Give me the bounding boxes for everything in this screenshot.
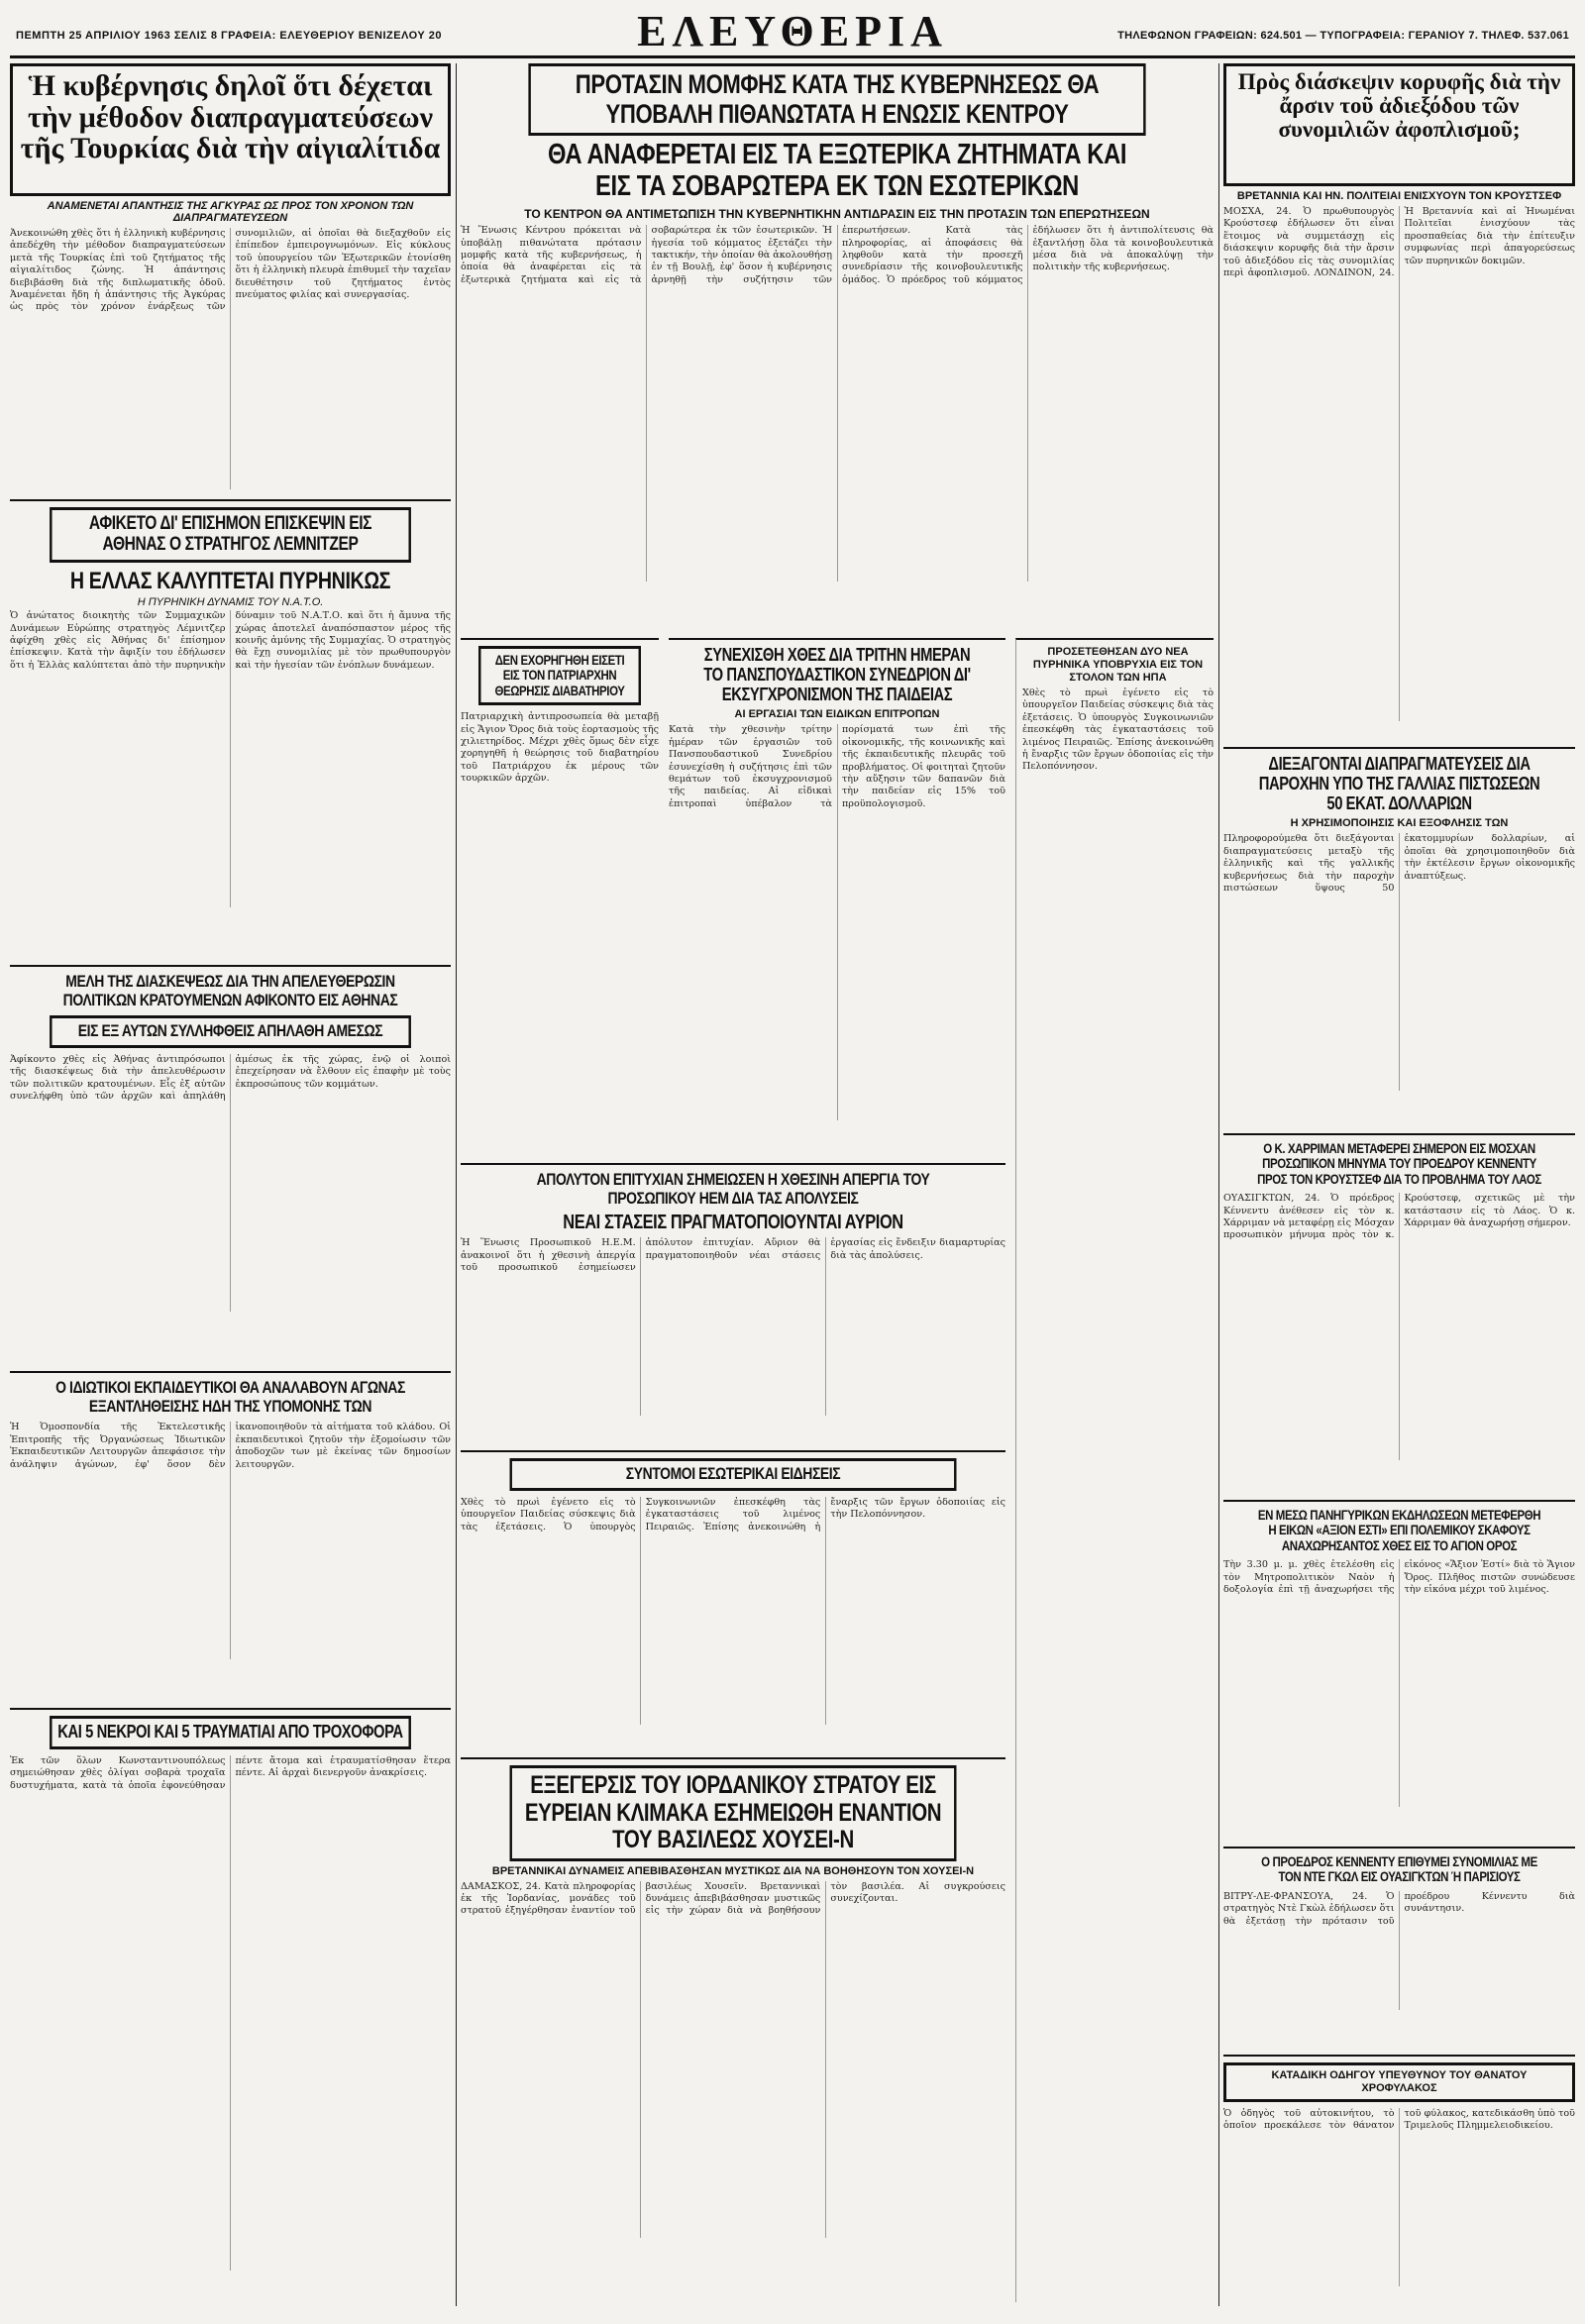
column-rule [456, 63, 457, 2306]
article-top-headline2: ΘΑ ΑΝΑΦΕΡΕΤΑΙ ΕΙΣ ΤΑ ΕΞΩΤΕΡΙΚΑ ΖΗΤΗΜΑΤΑ ΚΑΙ ΕΙΣ ΤΑ ΣΟΒΑΡΩΤΕΡΑ ΕΚ ΤΩΝ ΕΣΩΤΕΡΙΚΩΝ [547, 139, 1127, 203]
article-strike-headline: ΑΠΟΛΥΤΟΝ ΕΠΙΤΥΧΙΑΝ ΣΗΜΕΙΩΣΕΝ Η ΧΘΕΣΙΝΗ ΑΠΕΡΓΙΑ ΤΟΥ ΠΡΟΣΩΠΙΚΟΥ ΗΕΜ ΔΙΑ ΤΑΣ ΑΠΟΛΥΣΕΙΣ [536, 1170, 930, 1208]
article-summit-body: ΜΟΣΧΑ, 24. Ὁ πρωθυπουργὸς Κρούστσεφ ἐδήλωσεν ὅτι εἶναι ἕτοιμος νὰ συμμετάσχῃ εἰς διάσκεψιν κορυφῆς διὰ τὴν ἄρσιν τοῦ ἀδιεξόδου εἰς τὰς συνομιλίας περὶ ἀφοπλισμοῦ. ΛΟΝΔΙΝΟΝ, 24. Ἡ Βρεταννία καὶ αἱ Ἡνωμέναι Πολιτεῖαι ἐνισχύουν τὰς προσπαθείας διὰ τὴν ἐπίτευξιν συμφωνίας περὶ ἀπαγορεύσεως τῶν πυρηνικῶν δοκιμῶν. [1223, 206, 1575, 279]
article-kennedy-headline: Ο ΠΡΟΕΔΡΟΣ ΚΕΝΝΕΝΤΥ ΕΠΙΘΥΜΕΙ ΣΥΝΟΜΙΛΙΑΣ ΜΕ ΤΟΝ ΝΤΕ ΓΚΩΛ ΕΙΣ ΟΥΑΣΙΓΚΤΩΝ Ή ΠΑΡΙΣΙΟΥΣ [1261, 1853, 1537, 1885]
article-icon [1223, 1500, 1575, 1837]
article-jordan-body: ΔΑΜΑΣΚΟΣ, 24. Κατὰ πληροφορίας ἐκ τῆς Ἰορδανίας, μονάδες τοῦ στρατοῦ ἐξηγέρθησαν ἐναντίον τοῦ βασιλέως Χουσεΐν. Βρεταννικαὶ δυνάμεις ἀπεβιβάσθησαν μυστικῶς εἰς τὴν χώραν διὰ νὰ βοηθήσουν τὸν βασιλέα. Αἱ συγκρούσεις συνεχίζονται. [461, 1880, 1005, 1917]
article-strike [461, 1163, 1005, 1440]
article-top [461, 63, 1214, 628]
article-jordan-headline: ΕΞΕΓΕΡΣΙΣ ΤΟΥ ΙΟΡΔΑΝΙΚΟΥ ΣΤΡΑΤΟΥ ΕΙΣ ΕΥΡΕΙΑΝ ΚΛΙΜΑΚΑ ΕΣΗΜΕΙΩΘΗ ΕΝΑΝΤΙΟΝ ΤΟΥ ΒΑΣΙΛΕΩΣ ΧΟΥΣΕΙ-Ν [510, 1765, 957, 1861]
article-education-subheadline: ΑΙ ΕΡΓΑΣΙΑΙ ΤΩΝ ΕΙΔΙΚΩΝ ΕΠΙΤΡΟΠΩΝ [734, 708, 940, 721]
masthead [10, 8, 1575, 58]
article-summit [1223, 63, 1575, 737]
article-politicians-headline: ΜΕΛΗ ΤΗΣ ΔΙΑΣΚΕΨΕΩΣ ΔΙΑ ΤΗΝ ΑΠΕΛΕΥΘΕΡΩΣΙΝ ΠΟΛΙΤΙΚΩΝ ΚΡΑΤΟΥΜΕΝΩΝ ΑΦΙΚΟΝΤΟ ΕΙΣ ΑΘΗΝΑΣ [62, 972, 398, 1009]
article-patriarch-headline: ΔΕΝ ΕΧΟΡΗΓΗΘΗ ΕΙΣΕΤΙ ΕΙΣ ΤΟΝ ΠΑΤΡΙΑΡΧΗΝ ΘΕΩΡΗΣΙΣ ΔΙΑΒΑΤΗΡΙΟΥ [478, 646, 641, 705]
article-dollars-headline: ΔΙΕΞΑΓΟΝΤΑΙ ΔΙΑΠΡΑΓΜΑΤΕΥΣΕΙΣ ΔΙΑ ΠΑΡΟΧΗΝ ΥΠΟ ΤΗΣ ΓΑΛΛΙΑΣ ΠΙΣΤΩΣΕΩΝ 50 ΕΚΑΤ. ΔΟΛΛΑΡΙΩΝ [1258, 754, 1540, 813]
article-lemnitzer [10, 499, 451, 955]
article-education [669, 638, 1005, 1153]
article-strike-headline2: ΝΕΑΙ ΣΤΑΣΕΙΣ ΠΡΑΓΜΑΤΟΠΟΙΟΥΝΤΑΙ ΑΥΡΙΟΝ [563, 1212, 903, 1234]
article-accident-body: Ἐκ τῶν ὅλων Κωνσταντινουπόλεως σημειώθησαν χθὲς ὀλίγαι σοβαρὰ τροχαῖα δυστυχήματα, κατὰ τὰ ὁποῖα ἐφονεύθησαν πέντε ἄτομα καὶ ἐτραυματίσθησαν ἕτερα πέντε. Αἱ ἀρχαὶ διενεργοῦν ἀνακρίσεις. [10, 1754, 451, 1791]
article-summit-subheadline: ΒΡΕΤΑΝΝΙΑ ΚΑΙ ΗΝ. ΠΟΛΙΤΕΙΑΙ ΕΝΙΣΧΥΟΥΝ ΤΟΝ ΚΡΟΥΣΤΣΕΦ [1236, 190, 1562, 202]
column-center [461, 63, 1214, 2306]
article-strike-body: Ἡ Ἕνωσις Προσωπικοῦ Η.Ε.Μ. ἀνακοινοῖ ὅτι ἡ χθεσινὴ ἀπεργία τοῦ προσωπικοῦ ἐσημείωσεν ἀπόλυτον ἐπιτυχίαν. Αὔριον θὰ πραγματοποιηθοῦν νέαι στάσεις ἐργασίας εἰς ἔνδειξιν διαμαρτυρίας διὰ τὰς ἀπολύσεις. [461, 1237, 1005, 1274]
newspaper-page [10, 8, 1575, 2306]
column-rule [1218, 63, 1219, 2306]
article-teachers-body: Ἡ Ὁμοσπονδία τῆς Ἐκτελεστικῆς Ἐπιτροπῆς τῆς Ὀργανώσεως Ἰδιωτικῶν Ἐκπαιδευτικῶν Λειτουργῶν ἀπεφάσισε τὴν ἀνάληψιν ἀγώνων, ἐφ' ὅσον δὲν ἱκανοποιηθοῦν τὰ αἰτήματα τοῦ κλάδου. Οἱ ἐκπαιδευτικοὶ ζητοῦν τὴν ἐξομοίωσιν τῶν ἀποδοχῶν των μὲ ἐκείνας τῶν δημοσίων λειτουργῶν. [10, 1422, 451, 1470]
article-lead-body: Ἀνεκοινώθη χθὲς ὅτι ἡ ἑλληνικὴ κυβέρνησις ἀπεδέχθη τὴν μέθοδον διαπραγματεύσεων μετὰ τῆς Τουρκίας ἐπὶ τοῦ ζητήματος τῆς αἰγιαλίτιδος ζώνης. Ἡ ἀπάντησις διεβιβάσθη διὰ τῆς διπλωματικῆς ὁδοῦ. Ἀναμένεται ἤδη ἡ ἀπάντησις τῆς Ἀγκύρας ὡς πρὸς τὸν χρόνον ἐνάρξεως τῶν συνομιλιῶν, αἱ ὁποῖαι θὰ διεξαχθοῦν εἰς ἐπίπεδον ἐμπειρογνωμόνων. Εἰς κύκλους τοῦ ὑπουργείου τῶν Ἐξωτερικῶν ἐτονίσθη ὅτι ἡ ἑλληνικὴ πλευρὰ ἐπιθυμεῖ τὴν ταχεῖαν διευθέτησιν τοῦ ζητήματος ἐντὸς πνεύματος φιλίας καὶ συνεργασίας. [10, 228, 451, 313]
article-education-body: Κατὰ τὴν χθεσινὴν τρίτην ἡμέραν τῶν ἐργασιῶν τοῦ Πανσπουδαστικοῦ Συνεδρίου ἐσυνεχίσθη ἡ συζήτησις ἐπὶ τῶν θεμάτων τοῦ ἐκσυγχρονισμοῦ τῆς παιδείας. Αἱ εἰδικαὶ ἐπιτροπαὶ ὑπέβαλον τὰ πορίσματά των ἐπὶ τῆς οἰκονομικῆς, τῆς κοινωνικῆς καὶ τῆς ἐκπαιδευτικῆς πλευρᾶς τοῦ προβλήματος. Οἱ φοιτηταὶ ζητοῦν τὴν αὔξησιν τῶν δαπανῶν διὰ τὴν παιδείαν εἰς 15% τοῦ προϋπολογισμοῦ. [669, 724, 1005, 809]
article-patriarch [461, 638, 659, 1153]
article-top-subheadline: ΤΟ ΚΕΝΤΡΟΝ ΘΑ ΑΝΤΙΜΕΤΩΠΙΣΗ ΤΗΝ ΚΥΒΕΡΝΗΤΙΚΗΝ ΑΝΤΙΔΡΑΣΙΝ ΕΙΣ ΤΗΝ ΠΡΟΤΑΣΙΝ ΤΩΝ ΕΠΕΡΩΤΗΣΕΩΝ [524, 207, 1150, 222]
article-teachers [10, 1371, 451, 1698]
masthead-title: ΕΛΕΥΘΕΡΙΑ [637, 7, 948, 55]
article-domestic-headline: ΣΥΝΤΟΜΟΙ ΕΣΩΤΕΡΙΚΑΙ ΕΙΔΗΣΕΙΣ [510, 1458, 957, 1491]
article-jordan [461, 1757, 1005, 2302]
article-lead-headline: Ἡ κυβέρνησις δηλοῖ ὅτι δέχεται τὴν μέθοδον διαπραγματεύσεων τῆς Τουρκίας διὰ τὴν αἰγιαλίτιδα [10, 63, 451, 196]
article-lemnitzer-headline: ΑΦΙΚΕΤΟ ΔΙ' ΕΠΙΣΗΜΟΝ ΕΠΙΣΚΕΨΙΝ ΕΙΣ ΑΘΗΝΑΣ Ο ΣΤΡΑΤΗΓΟΣ ΛΕΜΝΙΤΖΕΡ [50, 507, 411, 563]
sidebar-text: Χθὲς τὸ πρωὶ ἐγένετο εἰς τὸ ὑπουργεῖον Παιδείας σύσκεψις διὰ τὰς ἐξετάσεις. Ὁ ὑπουργὸς Συγκοινωνιῶν ἐπεσκέφθη τὰς ἐγκαταστάσεις τοῦ λιμένος Πειραιῶς. Ἐπίσης ἀνεκοινώθη ἡ ἔναρξις τῶν ἔργων ὁδοποιίας εἰς τὴν Πελοπόννησον. [1022, 687, 1214, 773]
article-sentence-headline: ΚΑΤΑΔΙΚΗ ΟΔΗΓΟΥ ΥΠΕΥΘΥΝΟΥ ΤΟΥ ΘΑΝΑΤΟΥ ΧΡΟΦΥΛΑΚΟΣ [1223, 2062, 1575, 2102]
article-top-headline: ΠΡΟΤΑΣΙΝ ΜΟΜΦΗΣ ΚΑΤΑ ΤΗΣ ΚΥΒΕΡΝΗΣΕΩΣ ΘΑ ΥΠΟΒΑΛΗ ΠΙΘΑΝΩΤΑΤΑ Η ΕΝΩΣΙΣ ΚΕΝΤΡΟΥ [528, 63, 1145, 136]
article-lead-subheadline: ΑΝΑΜΕΝΕΤΑΙ ΑΠΑΝΤΗΣΙΣ ΤΗΣ ΑΓΚΥΡΑΣ ΩΣ ΠΡΟΣ ΤΟΝ ΧΡΟΝΟΝ ΤΩΝ ΔΙΑΠΡΑΓΜΑΤΕΥΣΕΩΝ [47, 200, 414, 224]
center-right-sidebar [1015, 638, 1214, 2302]
article-harriman-headline: Ο Κ. ΧΑΡΡΙΜΑΝ ΜΕΤΑΦΕΡΕΙ ΣΗΜΕΡΟΝ ΕΙΣ ΜΟΣΧΑΝ ΠΡΟΣΩΠΙΚΟΝ ΜΗΝΥΜΑ ΤΟΥ ΠΡΟΕΔΡΟΥ ΚΕΝΝΕΝΤΥ ΠΡΟΣ ΤΟΝ ΚΡΟΥΣΤΣΕΦ ΔΙΑ ΤΟ ΠΡΟΒΛΗΜΑ ΤΟΥ ΛΑΟΣ [1257, 1140, 1541, 1187]
article-lemnitzer-body: Ὁ ἀνώτατος διοικητὴς τῶν Συμμαχικῶν Δυνάμεων Εὐρώπης στρατηγὸς Λέμνιτζερ ἀφίχθη χθὲς εἰς Ἀθήνας δι' ἐπίσημον ἐπίσκεψιν. Κατὰ τὴν ἄφιξίν του ἐδήλωσεν ὅτι ἡ Ἑλλὰς καλύπτεται ἀπὸ τὴν πυρηνικὴν δύναμιν τοῦ Ν.Α.Τ.Ο. καὶ ὅτι ἡ ἄμυνα τῆς χώρας ἀποτελεῖ ἀναπόσπαστον μέρος τῆς κοινῆς ἀμύνης τῆς Συμμαχίας. Ὁ στρατηγὸς θὰ ἔχῃ συνομιλίας μὲ τὸν πρωθυπουργὸν καὶ τὴν ἡγεσίαν τῶν ἐνόπλων δυνάμεων. [10, 610, 451, 671]
article-education-headline: ΣΥΝΕΧΙΣΘΗ ΧΘΕΣ ΔΙΑ ΤΡΙΤΗΝ ΗΜΕΡΑΝ ΤΟ ΠΑΝΣΠΟΥΔΑΣΤΙΚΟΝ ΣΥΝΕΔΡΙΟΝ ΔΙ' ΕΚΣΥΓΧΡΟΝΙΣΜΟΝ ΤΗΣ ΠΑΙΔΕΙΑΣ [703, 645, 971, 704]
masthead-phones: ΤΗΛΕΦΩΝΟΝ ΓΡΑΦΕΙΩΝ: 624.501 — ΤΥΠΟΓΡΑΦΕΙΑ: ΓΕΡΑΝΙΟΥ 7. ΤΗΛΕΦ. 537.061 [1117, 30, 1569, 42]
page-grid [10, 63, 1575, 2306]
article-jordan-subheadline: ΒΡΕΤΑΝΝΙΚΑΙ ΔΥΝΑΜΕΙΣ ΑΠΕΒΙΒΑΣΘΗΣΑΝ ΜΥΣΤΙΚΩΣ ΔΙΑ ΝΑ ΒΟΗΘΗΣΟΥΝ ΤΟΝ ΧΟΥΣΕΙ-Ν [491, 1864, 975, 1877]
article-lemnitzer-subheadline: Η ΠΥΡΗΝΙΚΗ ΔΥΝΑΜΙΣ ΤΟΥ Ν.Α.Τ.Ο. [137, 596, 324, 609]
article-politicians-headline2: ΕΙΣ ΕΞ ΑΥΤΩΝ ΣΥΛΛΗΦΘΕΙΣ ΑΠΗΛΑΘΗ ΑΜΕΣΩΣ [50, 1015, 411, 1048]
article-patriarch-body: Πατριαρχικὴ ἀντιπροσωπεία θὰ μεταβῇ εἰς Ἄγιον Ὄρος διὰ τοὺς ἑορτασμοὺς τῆς χιλιετηρίδος. Μέχρι χθὲς ὅμως δὲν εἶχε χορηγηθῆ ἡ θεώρησις τοῦ διαβατηρίου τοῦ Πατριάρχου ἐκ μέρους τῶν τουρκικῶν ἀρχῶν. [461, 711, 659, 785]
article-domestic-body: Χθὲς τὸ πρωὶ ἐγένετο εἰς τὸ ὑπουργεῖον Παιδείας σύσκεψις διὰ τὰς ἐξετάσεις. Ὁ ὑπουργὸς Συγκοινωνιῶν ἐπεσκέφθη τὰς ἐγκαταστάσεις τοῦ λιμένος Πειραιῶς. Ἐπίσης ἀνεκοινώθη ἡ ἔναρξις τῶν ἔργων ὁδοποιίας εἰς τὴν Πελοπόννησον. [461, 1496, 1005, 1532]
article-harriman-body: ΟΥΑΣΙΓΚΤΩΝ, 24. Ὁ πρόεδρος Κέννεντυ ἀνέθεσεν εἰς τὸν κ. Χάρριμαν νὰ μεταφέρῃ εἰς Μόσχαν προσωπικὸν μήνυμα πρὸς τὸν κ. Κρούστσεφ, σχετικῶς μὲ τὴν κατάστασιν εἰς τὸ Λάος. Ὁ κ. Χάρριμαν θὰ ἀναχωρήσῃ σήμερον. [1223, 1193, 1575, 1241]
article-kennedy [1223, 1847, 1575, 2045]
article-dollars-subheadline: Η ΧΡΗΣΙΜΟΠΟΙΗΣΙΣ ΚΑΙ ΕΞΟΦΛΗΣΙΣ ΤΩΝ [1290, 817, 1509, 830]
article-teachers-headline: Ο ΙΔΙΩΤΙΚΟΙ ΕΚΠΑΙΔΕΥΤΙΚΟΙ ΘΑ ΑΝΑΛΑΒΟΥΝ ΑΓΩΝΑΣ ΕΞΑΝΤΛΗΘΕΙΣΗΣ ΗΔΗ ΤΗΣ ΥΠΟΜΟΝΗΣ ΤΩΝ [55, 1378, 405, 1416]
article-politicians [10, 965, 451, 1361]
article-accident-headline: ΚΑΙ 5 ΝΕΚΡΟΙ ΚΑΙ 5 ΤΡΑΥΜΑΤΙΑΙ ΑΠΟ ΤΡΟΧΟΦΟΡΑ [50, 1716, 411, 1749]
article-icon-body: Τὴν 3.30 μ. μ. χθὲς ἐτελέσθη εἰς τὸν Μητροπολιτικὸν Ναὸν ἡ δοξολογία ἐπὶ τῇ ἀναχωρήσει τῆς εἰκόνος «Ἄξιον Ἐστί» διὰ τὸ Ἅγιον Ὄρος. Πλῆθος πιστῶν συνώδευσε τὴν εἰκόνα μέχρι τοῦ λιμένος. [1223, 1559, 1575, 1595]
article-dollars-body: Πληροφορούμεθα ὅτι διεξάγονται διαπραγματεύσεις μεταξὺ τῆς ἑλληνικῆς καὶ τῆς γαλλικῆς κυβερνήσεως διὰ τὴν παροχὴν πιστώσεων ὕψους 50 ἑκατομμυρίων δολλαρίων, αἱ ὁποῖαι θὰ χρησιμοποιηθοῦν διὰ τὴν ἐκτέλεσιν ἔργων οἰκονομικῆς ἀναπτύξεως. [1223, 833, 1575, 895]
article-lemnitzer-headline2: Η ΕΛΛΑΣ ΚΑΛΥΠΤΕΤΑΙ ΠΥΡΗΝΙΚΩΣ [69, 567, 391, 594]
article-domestic [461, 1450, 1005, 1747]
article-lead [10, 63, 451, 489]
article-accident [10, 1708, 451, 2302]
article-icon-headline: ΕΝ ΜΕΣΩ ΠΑΝΗΓΥΡΙΚΩΝ ΕΚΔΗΛΩΣΕΩΝ ΜΕΤΕΦΕΡΘΗ Η ΕΙΚΩΝ «ΑΞΙΟΝ ΕΣΤΙ» ΕΠΙ ΠΟΛΕΜΙΚΟΥ ΣΚΑΦΟΥΣ ΑΝΑΧΩΡΗΣΑΝΤΟΣ ΧΘΕΣ ΕΙΣ ΤΟ ΑΓΙΟΝ ΟΡΟΣ [1257, 1507, 1541, 1553]
article-harriman [1223, 1133, 1575, 1490]
article-politicians-body: Ἀφίκοντο χθὲς εἰς Ἀθήνας ἀντιπρόσωποι τῆς διασκέψεως διὰ τὴν ἀπελευθέρωσιν τῶν πολιτικῶν κρατουμένων. Εἷς ἐξ αὐτῶν συνελήφθη ὑπὸ τῶν ἀρχῶν καὶ ἀπηλάθη ἀμέσως ἐκ τῆς χώρας, ἐνῷ οἱ λοιποὶ ἐπεχείρησαν νὰ ἔλθουν εἰς ἐπαφὴν μὲ τοὺς ἐκπροσώπους τῶν κομμάτων. [10, 1054, 451, 1103]
article-sentence [1223, 2055, 1575, 2302]
article-sentence-body: Ὁ ὁδηγὸς τοῦ αὐτοκινήτου, τὸ ὁποῖον προεκάλεσε τὸν θάνατον τοῦ φύλακος, κατεδικάσθη ὑπὸ τοῦ Τριμελοῦς Πλημμελειοδικείου. [1223, 2108, 1575, 2132]
article-dollars [1223, 747, 1575, 1123]
article-kennedy-body: ΒΙΤΡΥ-ΛΕ-ΦΡΑΝΣΟΥΑ, 24. Ὁ στρατηγὸς Ντὲ Γκὼλ ἐδήλωσεν ὅτι θὰ ἐξετάσῃ τὴν πρότασιν τοῦ προέδρου Κέννεντυ διὰ συνάντησιν. [1223, 1890, 1575, 1927]
column-left [10, 63, 451, 2306]
masthead-date-line: ΠΕΜΠΤΗ 25 ΑΠΡΙΛΙΟΥ 1963 ΣΕΛΙΣ 8 ΓΡΑΦΕΙΑ: ΕΛΕΥΘΕΡΙΟΥ ΒΕΝΙΖΕΛΟΥ 20 [16, 30, 442, 42]
sidebar-heading-submarines: ΠΡΟΣΕΤΕΘΗΣΑΝ ΔΥΟ ΝΕΑ ΠΥΡΗΝΙΚΑ ΥΠΟΒΡΥΧΙΑ ΕΙΣ ΤΟΝ ΣΤΟΛΟΝ ΤΩΝ ΗΠΑ [1032, 646, 1204, 684]
article-summit-headline: Πρὸς διάσκεψιν κορυφῆς διὰ τὴν ἄρσιν τοῦ ἀδιεξόδου τῶν συνομιλιῶν ἀφοπλισμοῦ; [1223, 63, 1575, 186]
article-top-body: Ἡ Ἕνωσις Κέντρου πρόκειται νὰ ὑποβάλῃ πιθανώτατα πρότασιν μομφῆς κατὰ τῆς κυβερνήσεως, ἡ ὁποία θὰ ἀναφέρεται εἰς τὰ ἐξωτερικὰ ζητήματα καὶ εἰς τὰ σοβαρώτερα ἐκ τῶν ἐσωτερικῶν. Ἡ ἡγεσία τοῦ κόμματος ἐξετάζει τὴν τακτικήν, τὴν ὁποίαν θὰ ἀκολουθήσῃ ἐν τῇ Βουλῇ, ἐφ' ὅσον ἡ κυβέρνησις ἀρνηθῇ τὴν συζήτησιν τῶν ἐπερωτήσεων. Κατὰ τὰς πληροφορίας, αἱ ἀποφάσεις θὰ ληφθοῦν κατὰ τὴν προσεχῆ συνεδρίασιν τῆς κοινοβουλευτικῆς ὁμάδος. Ὁ πρόεδρος τοῦ κόμματος ἐδήλωσεν ὅτι ἡ ἀντιπολίτευσις θὰ ἐξαντλήσῃ ὅλα τὰ κοινοβουλευτικὰ μέσα διὰ νὰ ἀποκαλύψῃ τὴν πολιτικὴν τῆς κυβερνήσεως. [461, 225, 1214, 285]
column-right [1223, 63, 1575, 2306]
